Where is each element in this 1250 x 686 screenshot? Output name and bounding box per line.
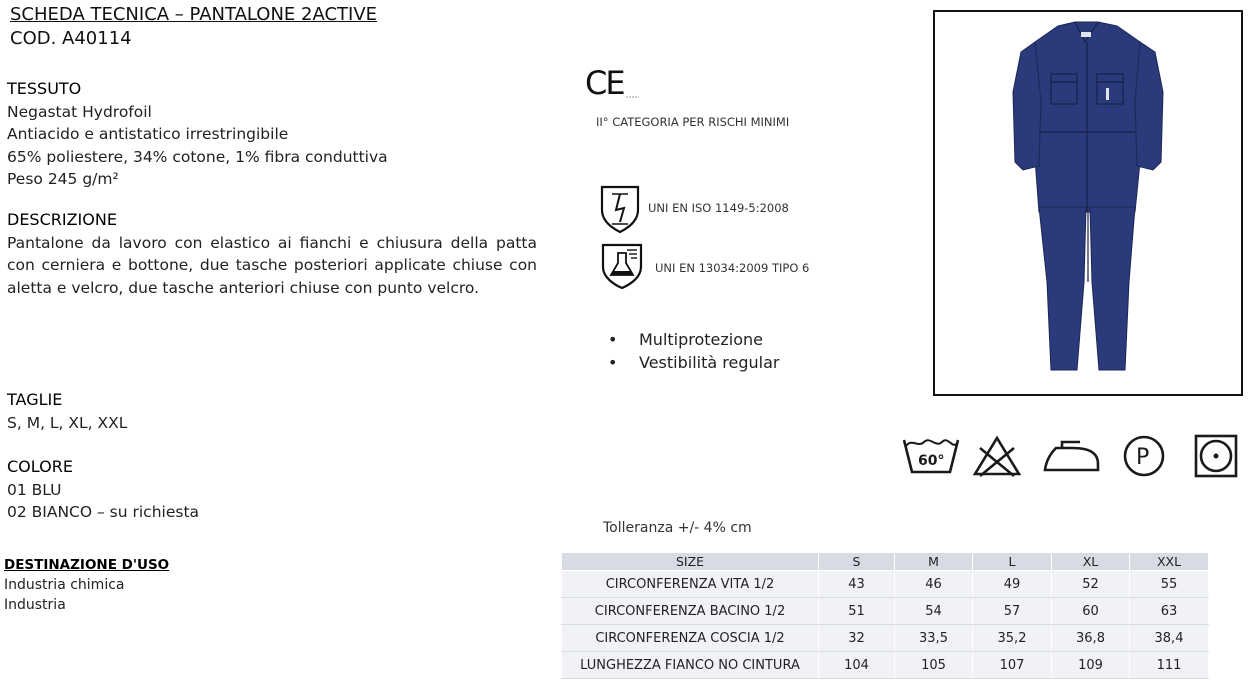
description-text: Pantalone da lavoro con elastico ai fianchi e chiusura della patta con cerniera e bottone, due tasche posteriori applicate chiuse con aletta e velcro, due tasche anteriori chiuse con punto velcro. — [7, 233, 537, 297]
column-header: XL — [1052, 553, 1130, 571]
table-row — [562, 625, 1209, 652]
norm-label: UNI EN ISO 1149-5:2008 — [648, 201, 789, 215]
table-row — [562, 598, 1209, 625]
ce-mark-text: CE — [585, 64, 624, 100]
size-table-header — [562, 553, 1209, 571]
table-cell: 63 — [1130, 598, 1209, 625]
norm-chemical — [601, 243, 643, 293]
table-cell: 38,4 — [1130, 625, 1209, 652]
table-cell: 57 — [973, 598, 1052, 625]
column-header: S — [819, 553, 895, 571]
fabric-line: Antiacido e antistatico irrestringibile — [7, 125, 289, 143]
coverall-image — [935, 12, 1241, 394]
document-header — [10, 3, 377, 51]
column-header: SIZE — [562, 553, 819, 571]
table-cell: 60 — [1052, 598, 1130, 625]
column-header: M — [895, 553, 973, 571]
table-cell: 105 — [895, 652, 973, 679]
ce-mark — [585, 64, 645, 104]
sizes-value: S, M, L, XL, XXL — [7, 413, 128, 432]
description-section — [7, 209, 537, 299]
feature-list — [608, 328, 779, 374]
table-cell: 55 — [1130, 571, 1209, 598]
table-cell: 46 — [895, 571, 973, 598]
table-cell: 35,2 — [973, 625, 1052, 652]
chemical-shield-icon — [601, 243, 643, 289]
ppe-category: II° CATEGORIA PER RISCHI MINIMI — [596, 115, 790, 129]
product-code: COD. A40114 — [10, 28, 132, 49]
sizes-section — [7, 389, 127, 434]
feature-label: Vestibilità regular — [639, 353, 780, 372]
description-heading: DESCRIZIONE — [7, 210, 117, 229]
fabric-line: Peso 245 g/m² — [7, 170, 119, 188]
no-bleach-icon — [975, 438, 1019, 476]
table-cell: 54 — [895, 598, 973, 625]
feature-label: Multiprotezione — [639, 330, 764, 349]
fabric-section — [7, 78, 388, 191]
table-cell: 36,8 — [1052, 625, 1130, 652]
intended-use-item: Industria chimica — [4, 577, 125, 593]
table-cell: 43 — [819, 571, 895, 598]
norm-electrostatic — [600, 184, 640, 238]
table-cell: 107 — [973, 652, 1052, 679]
product-photo — [933, 10, 1243, 396]
row-label: CIRCONFERENZA BACINO 1/2 — [562, 598, 819, 625]
fabric-heading: TESSUTO — [7, 79, 82, 98]
column-header: XXL — [1130, 553, 1209, 571]
table-cell: 52 — [1052, 571, 1130, 598]
intended-use-item: Industria — [4, 597, 66, 613]
fabric-line: 65% poliestere, 34% cotone, 1% fibra conduttiva — [7, 147, 388, 166]
row-label: LUNGHEZZA FIANCO NO CINTURA — [562, 652, 819, 679]
table-cell: 33,5 — [895, 625, 973, 652]
table-cell: 109 — [1052, 652, 1130, 679]
table-cell: 104 — [819, 652, 895, 679]
tolerance-note: Tolleranza +/- 4% cm — [603, 520, 752, 536]
column-header: L — [973, 553, 1052, 571]
feature-item: • Multiprotezione — [608, 330, 764, 349]
intended-use-section — [4, 555, 169, 615]
care-symbols — [902, 434, 1238, 480]
color-heading: COLORE — [7, 457, 73, 476]
row-label: CIRCONFERENZA COSCIA 1/2 — [562, 625, 819, 652]
feature-item: • Vestibilità regular — [608, 353, 780, 372]
color-option: 01 BLU — [7, 480, 62, 499]
size-table — [561, 552, 1209, 679]
fabric-line: Negastat Hydrofoil — [7, 102, 152, 121]
sizes-heading: TAGLIE — [7, 390, 63, 409]
row-label: CIRCONFERENZA VITA 1/2 — [562, 571, 819, 598]
table-row — [562, 571, 1209, 598]
table-cell: 51 — [819, 598, 895, 625]
table-cell: 32 — [819, 625, 895, 652]
intended-use-heading: DESTINAZIONE D'USO — [4, 557, 170, 573]
norm-label: UNI EN 13034:2009 TIPO 6 — [655, 261, 810, 275]
document-title: SCHEDA TECNICA – PANTALONE 2ACTIVE — [10, 4, 378, 25]
iron-icon — [1045, 442, 1098, 470]
ce-mark-icon — [585, 64, 645, 100]
svg-text:P: P — [1136, 445, 1150, 470]
electrostatic-shield-icon — [600, 184, 640, 234]
color-section — [7, 456, 199, 524]
care-icons — [902, 434, 1238, 484]
table-row — [562, 652, 1209, 679]
table-cell: 49 — [973, 571, 1052, 598]
table-cell: 111 — [1130, 652, 1209, 679]
color-option: 02 BIANCO – su richiesta — [7, 503, 200, 521]
wash-temp-label: 60° — [918, 453, 945, 469]
